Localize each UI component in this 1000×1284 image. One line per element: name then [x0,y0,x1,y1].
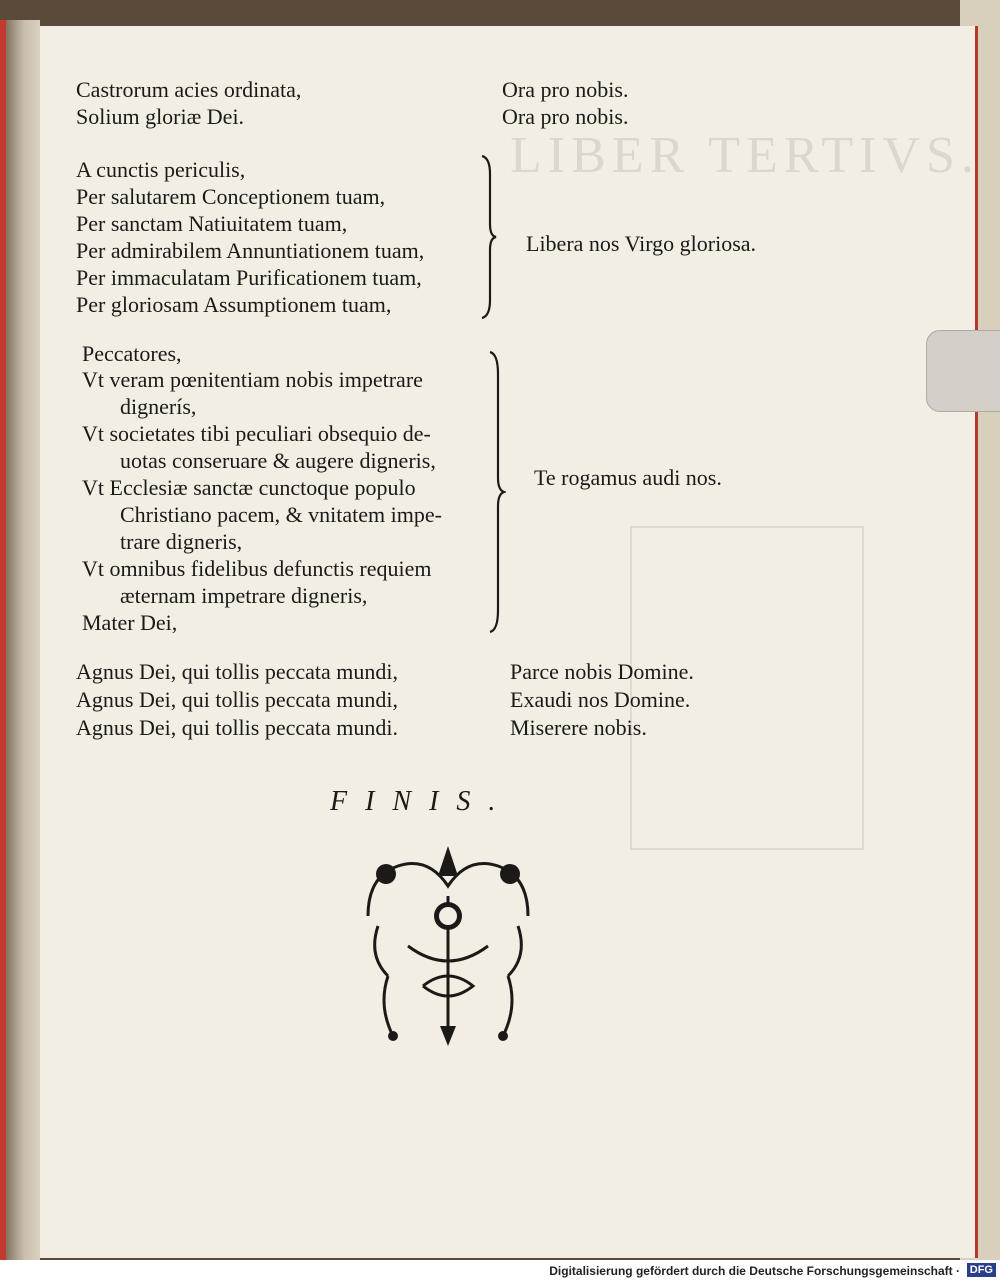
litany-line: Per gloriosam Assumptionem tuam, [76,292,392,317]
litany-line: Mater Dei, [82,610,178,635]
agnus-line: Agnus Dei, qui tollis peccata mundi, [76,687,398,712]
invocation-response: Ora pro nobis. [502,104,629,129]
litany-line: Peccatores, [82,341,182,366]
invocation-response: Ora pro nobis. [502,77,629,102]
dfg-logo: DFG [967,1263,996,1277]
litany-line: Christiano pacem, & vnitatem impe- [120,502,442,527]
litany-response: Te rogamus audi nos. [534,465,722,490]
litany-line: Vt Ecclesiæ sanctæ cunctoque populo [82,475,416,500]
agnus-line: Agnus Dei, qui tollis peccata mundi. [76,715,398,740]
litany-line: Vt societates tibi peculiari obsequio de- [82,421,431,446]
book-page [40,26,978,1258]
litany-line: dignerís, [120,394,197,419]
book-spine-edge [0,20,40,1260]
invocation-line: Castrorum acies ordinata, [76,77,302,102]
litany-line: trare digneris, [120,529,243,554]
litany-line: Per admirabilem Annuntiationem tuam, [76,238,425,263]
litany-line: Per immaculatam Purificationem tuam, [76,265,422,290]
footer-bar [0,1260,1000,1284]
scanner-clip [926,330,1000,412]
litany-line: Per salutarem Conceptionem tuam, [76,184,386,209]
litany-line: A cunctis periculis, [76,157,246,182]
litany-response: Libera nos Virgo gloriosa. [526,231,757,256]
show-through-text: LIBER TERTIVS. [510,127,980,184]
finis-heading: FINIS. [330,786,514,817]
agnus-response: Miserere nobis. [510,715,647,740]
agnus-response: Exaudi nos Domine. [510,687,691,712]
agnus-response: Parce nobis Domine. [510,659,694,684]
litany-line: Vt omnibus fidelibus defunctis requiem [82,556,432,581]
brace-icon [478,154,498,320]
invocation-line: Solium gloriæ Dei. [76,104,245,129]
brace-icon [486,350,506,634]
litany-line: Vt veram pœnitentiam nobis impetrare [82,367,423,392]
litany-line: æternam impetrare digneris, [120,583,368,608]
footer-credit: Digitalisierung gefördert durch die Deutsche Forschungsgemeinschaft · [549,1264,960,1278]
woodcut-ornament-icon [348,836,548,1056]
litany-line: Per sanctam Natiuitatem tuam, [76,211,348,236]
agnus-line: Agnus Dei, qui tollis peccata mundi, [76,659,398,684]
litany-line: uotas conseruare & augere digneris, [120,448,436,473]
